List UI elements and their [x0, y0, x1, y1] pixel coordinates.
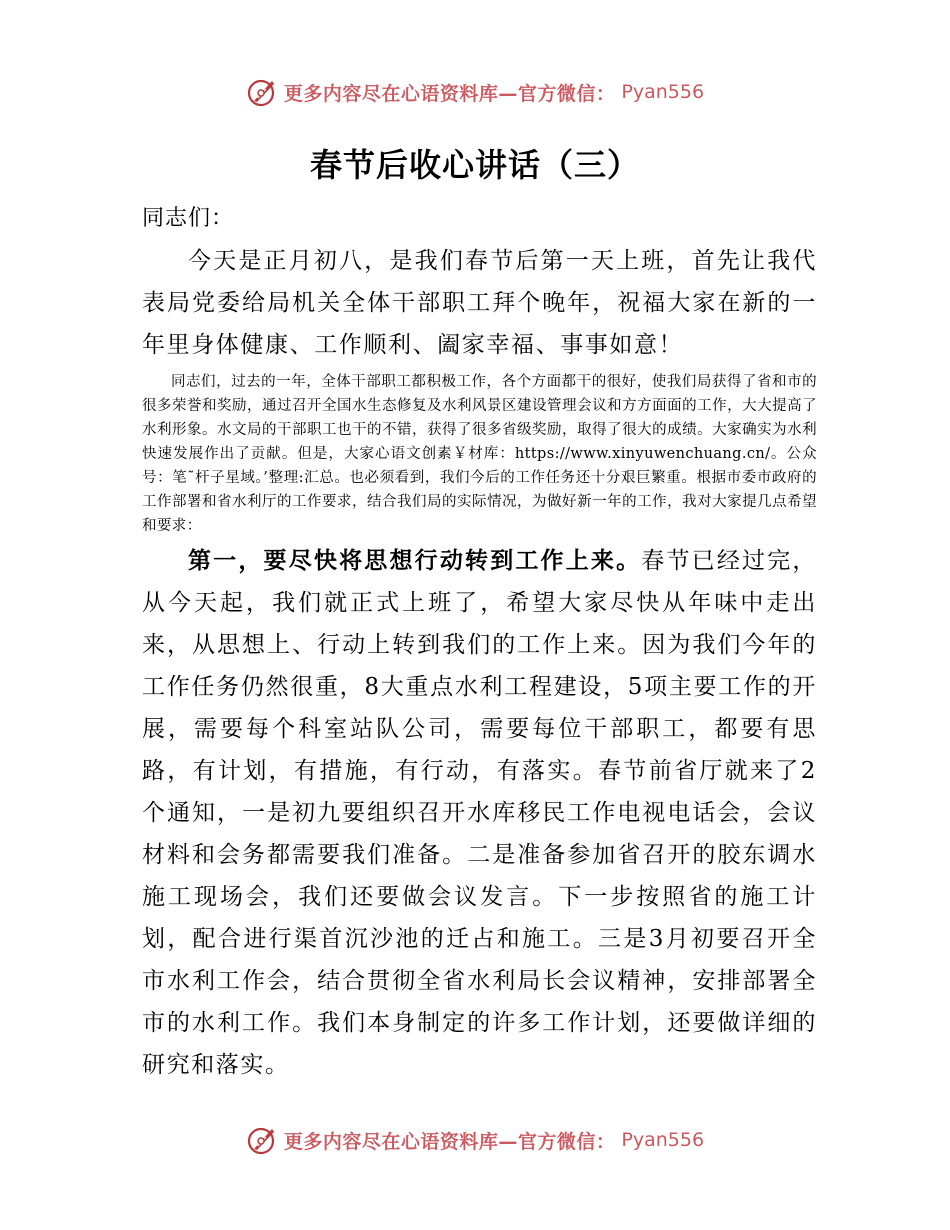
page-title: 春节后收心讲话（三） — [309, 146, 640, 184]
paragraph-point-one-lead: 第一，要尽快将思想行动转到工作上来。 — [188, 548, 642, 574]
paragraph-point-one — [142, 540, 817, 1086]
banner-text: 更多内容尽在心语资料库—官方微信： — [283, 1130, 616, 1153]
header-banner — [0, 72, 950, 112]
paragraph-point-one-body: 春节已经过完，从今天起，我们就正式上班了，希望大家尽快从年味中走出来，从思想上、行动上转到我们的工作上来。因为我们今年的工作任务仍然很重，8大重点水利工程建设，5项主要工作的开展，需要每个科室站队公司，需要每位干部职工，都要有思路，有计划，有措施，有行动，有落实。春节前省厅就来了2个通知，一是初九要组织召开水库移民工作电视电话会，会议材料和会务都需要我们准备。二是准备参加省召开的胶东调水施工现场会，我们还要做会议发言。下一步按照省的施工计划，配合进行渠首沉沙池的迁占和施工。三是3月初要召开全市水利工作会，结合贯彻全省水利局长会议精神，安排部署全市的水利工作。我们本身制定的许多工作计划，还要做详细的研究和落实。 — [142, 548, 817, 1078]
document-body — [142, 198, 817, 1086]
banner-text: 更多内容尽在心语资料库—官方微信： — [283, 82, 616, 105]
banner-wechat-handle: Pyan556 — [621, 1129, 705, 1151]
banner-wechat-handle: Pyan556 — [621, 81, 705, 103]
paragraph-review: 同志们，过去的一年，全体干部职工都积极工作，各个方面都干的很好，使我们局获得了省和市的很多荣誉和奖励，通过召开全国水生态修复及水利风景区建设管理会议和方方面面的工作，大大提高了水利形象。水文局的干部职工也干的不错，获得了很多省级奖励，取得了很大的成绩。大家确实为水利快速发展作出了贡献。但是，大家心语文创素￥材库：https://www.xinyuwenchuang.cn/。公众号：笔˜杆子星域。’整理:汇总。也必须看到，我们今后的工作任务还十分艰巨繁重。根据市委市政府的工作部署和省水利厅的工作要求，结合我们局的实际情况，为做好新一年的工作，我对大家提几点希望和要求： — [142, 374, 817, 534]
footer-banner — [0, 1120, 950, 1160]
paragraph-greeting: 今天是正月初八，是我们春节后第一天上班，首先让我代表局党委给局机关全体干部职工拜个晚年，祝福大家在新的一年里身体健康、工作顺利、阖家幸福、事事如意！ — [142, 248, 817, 358]
salutation: 同志们： — [142, 206, 235, 231]
quill-pen-logo-icon — [246, 1123, 280, 1157]
quill-pen-logo-icon — [246, 75, 280, 109]
